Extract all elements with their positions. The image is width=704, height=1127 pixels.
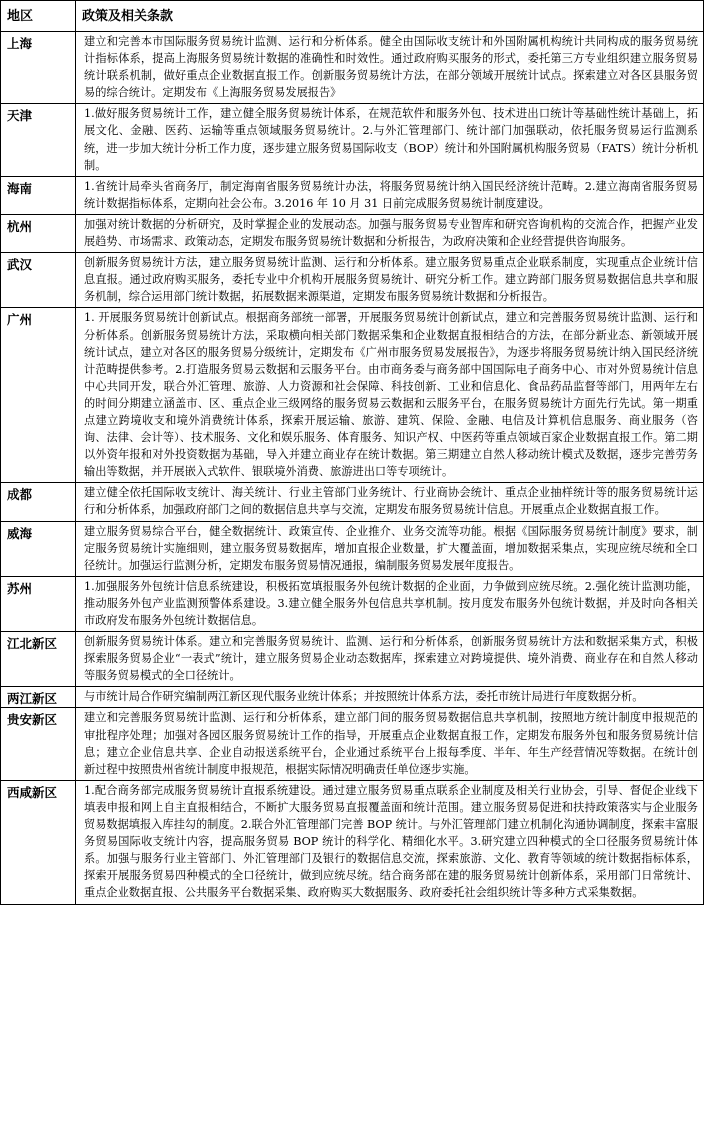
table-row: [1, 32, 704, 104]
region-cell: 两江新区: [1, 687, 76, 708]
policy-cell: 1.配合商务部完成服务贸易统计直报系统建设。通过建立服务贸易重点联系企业制度及相关行业协会，引导、督促企业线下填表申报和网上自主直报相结合，不断扩大服务贸易直报覆盖面和统计范围。建立服务贸易促进和扶持政策落实与企业服务贸易数据填报入库挂勾的制度。2.联合外汇管理部门完善 BOP 统计。与外汇管理部门建立机制化沟通协调制度，探索丰富服务贸易国际收支统计内容，提高服务贸易 BOP 统计的科学化、精细化水平。3.研究建立四种模式的全口径服务贸易统计体系。加强与服务行业主管部门、外汇管理部门及银行的数据信息交流，探索旅游、文化、教育等领域的统计数据指标体系，探索开展服务贸易四种模式的全口径统计，做到应统尽统。结合商务部在建的服务贸易统计创新体系，采用部门日常统计、重点企业数据直报、公共服务平台数据采集、政府购买大数据服务、政府委托社会组织统计等多种方式采集数据。: [76, 780, 704, 904]
table-row: [1, 176, 704, 214]
table-row: [1, 521, 704, 576]
region-cell: 威海: [1, 521, 76, 576]
table-row: [1, 576, 704, 631]
region-cell: 海南: [1, 176, 76, 214]
region-cell: 贵安新区: [1, 708, 76, 780]
policy-cell: 建立健全依托国际收支统计、海关统计、行业主管部门业务统计、行业商协会统计、重点企业抽样统计等的服务贸易统计运行和分析体系，加强政府部门之间的数据信息共享与交流，定期发布服务贸易统计信息。开展重点企业数据直报工作。: [76, 483, 704, 521]
column-header-policy: 政策及相关条款: [76, 1, 704, 32]
column-header-region: 地区: [1, 1, 76, 32]
region-cell: 杭州: [1, 214, 76, 252]
region-cell: 天津: [1, 104, 76, 176]
policy-cell: 建立和完善服务贸易统计监测、运行和分析体系，建立部门间的服务贸易数据信息共享机制，按照地方统计制度申报规范的审批程序处理；加强对各园区服务贸易统计工作的指导，开展重点企业数据直报工作，定期发布服务外包和服务贸易统计信息；建立企业信息共享、企业自动报送系统平台，企业通过系统平台上报每季度、半年、年生产经营情况等数据。在统计创新过程中按照贵州省统计制度申报规范，根据实际情况明确责任单位逐步实施。: [76, 708, 704, 780]
table-row: [1, 483, 704, 521]
table-row: [1, 104, 704, 176]
policy-cell: 与市统计局合作研究编制两江新区现代服务业统计体系；并按照统计体系方法，委托市统计局进行年度数据分析。: [76, 687, 704, 708]
table-header-row: [1, 1, 704, 32]
region-cell: 苏州: [1, 576, 76, 631]
policy-cell: 创新服务贸易统计体系。建立和完善服务贸易统计、监测、运行和分析体系，创新服务贸易统计方法和数据采集方式，积极探索服务贸易企业“一表式”统计，建立服务贸易企业动态数据库，探索建立对跨境提供、境外消费、商业存在和自然人移动等服务贸易模式的全口径统计。: [76, 632, 704, 687]
policy-cell: 1.做好服务贸易统计工作，建立健全服务贸易统计体系，在规范软件和服务外包、技术进出口统计等基础性统计基础上，拓展文化、金融、医药、运输等重点领域服务贸易统计。2.与外汇管理部门、统计部门加强联动，依托服务贸易运行监测系统，进一步加大统计分析工作力度，逐步建立服务贸易国际收支（BOP）统计和外国附属机构服务贸易（FATS）统计分析机制。: [76, 104, 704, 176]
region-cell: 成都: [1, 483, 76, 521]
region-cell: 江北新区: [1, 632, 76, 687]
table-row: [1, 708, 704, 780]
table-row: [1, 253, 704, 308]
region-cell: 上海: [1, 32, 76, 104]
policy-cell: 1.省统计局牵头省商务厅，制定海南省服务贸易统计办法，将服务贸易统计纳入国民经济统计范畴。2.建立海南省服务贸易统计数据指标体系，定期向社会公布。3.2016 年 10 月 31 日前完成服务贸易统计制度建设。: [76, 176, 704, 214]
policy-cell: 创新服务贸易统计方法，建立服务贸易统计监测、运行和分析体系。建立服务贸易重点企业联系制度，实现重点企业统计信息直报。通过政府购买服务，委托专业中介机构开展服务贸易统计、研究分析工作。建立跨部门服务贸易数据信息共享和服务机制，综合运用部门统计数据，拓展数据来源渠道，定期发布服务贸易统计数据和分析报告。: [76, 253, 704, 308]
policy-cell: 1.加强服务外包统计信息系统建设，积极拓宽填报服务外包统计数据的企业面，力争做到应统尽统。2.强化统计监测功能，推动服务外包产业监测预警体系建设。3.建立健全服务外包信息共享机制。按月度发布服务外包统计数据，并及时向各相关市政府发布服务外包统计数据信息。: [76, 576, 704, 631]
table-row: [1, 687, 704, 708]
region-cell: 武汉: [1, 253, 76, 308]
table-row: [1, 632, 704, 687]
policy-cell: 建立服务贸易综合平台，健全数据统计、政策宣传、企业推介、业务交流等功能。根据《国际服务贸易统计制度》要求，制定服务贸易统计实施细则，建立服务贸易数据库，增加直报企业数量，扩大覆盖面，增加数据采集点，实现应统尽统和全口径统计。加强运行监测分析，定期发布服务贸易情况通报，编制服务贸易发展年度报告。: [76, 521, 704, 576]
region-cell: 广州: [1, 308, 76, 483]
table-row: [1, 214, 704, 252]
table-row: [1, 308, 704, 483]
policy-cell: 建立和完善本市国际服务贸易统计监测、运行和分析体系。健全由国际收支统计和外国附属机构统计共同构成的服务贸易统计指标体系，提高上海服务贸易统计数据的准确性和时效性。通过政府购买服务的形式，委托第三方专业组织建立服务贸易统计联系机制，做好重点企业数据直报工作。创新服务贸易统计方法，在部分领域开展统计试点。探索建立对各区县服务贸易的综合统计。定期发布《上海服务贸易发展报告》: [76, 32, 704, 104]
policy-cell: 1. 开展服务贸易统计创新试点。根据商务部统一部署，开展服务贸易统计创新试点，建立和完善服务贸易统计监测、运行和分析体系。创新服务贸易统计方法，采取横向相关部门数据采集和企业数据直报相结合的方法，在部分新业态、新领域开展统计试点，建立对各区的服务贸易分级统计，定期发布《广州市服务贸易发展报告》，为逐步将服务贸易统计纳入国民经济统计范畴提供参考。2.打造服务贸易云数据和云服务平台。由市商务委与商务部中国国际电子商务中心、市对外贸易统计信息中心共同开发，联合外汇管理、旅游、人力资源和社会保障、科技创新、工业和信息化、食品药品监督等部门，用两年左右的时间分期建立涵盖市、区、重点企业三级网络的服务贸易云数据和云服务平台，在服务贸易统计方面先行先试。第一期重点建立跨境收支和境外消费统计体系，探索开展运输、旅游、建筑、保险、金融、电信及计算机信息服务、商业服务（咨询、法律、会计等）、技术服务、文化和娱乐服务、体育服务、知识产权、中医药等重点领域百家企业数据直报工作。第二期以外资年报和对外投资数据为基础，导入并建立商业存在统计数据。第三期建立自然人移动统计模式及数据，逐步完善劳务输出等数据，并开展嵌入式软件、银联境外消费、旅游进出口等专项统计。: [76, 308, 704, 483]
region-cell: 西咸新区: [1, 780, 76, 904]
table-row: [1, 780, 704, 904]
policy-cell: 加强对统计数据的分析研究，及时掌握企业的发展动态。加强与服务贸易专业智库和研究咨询机构的交流合作，把握产业发展趋势、市场需求、政策动态，定期发布服务贸易统计数据和分析报告，为政府决策和企业经营提供咨询服务。: [76, 214, 704, 252]
